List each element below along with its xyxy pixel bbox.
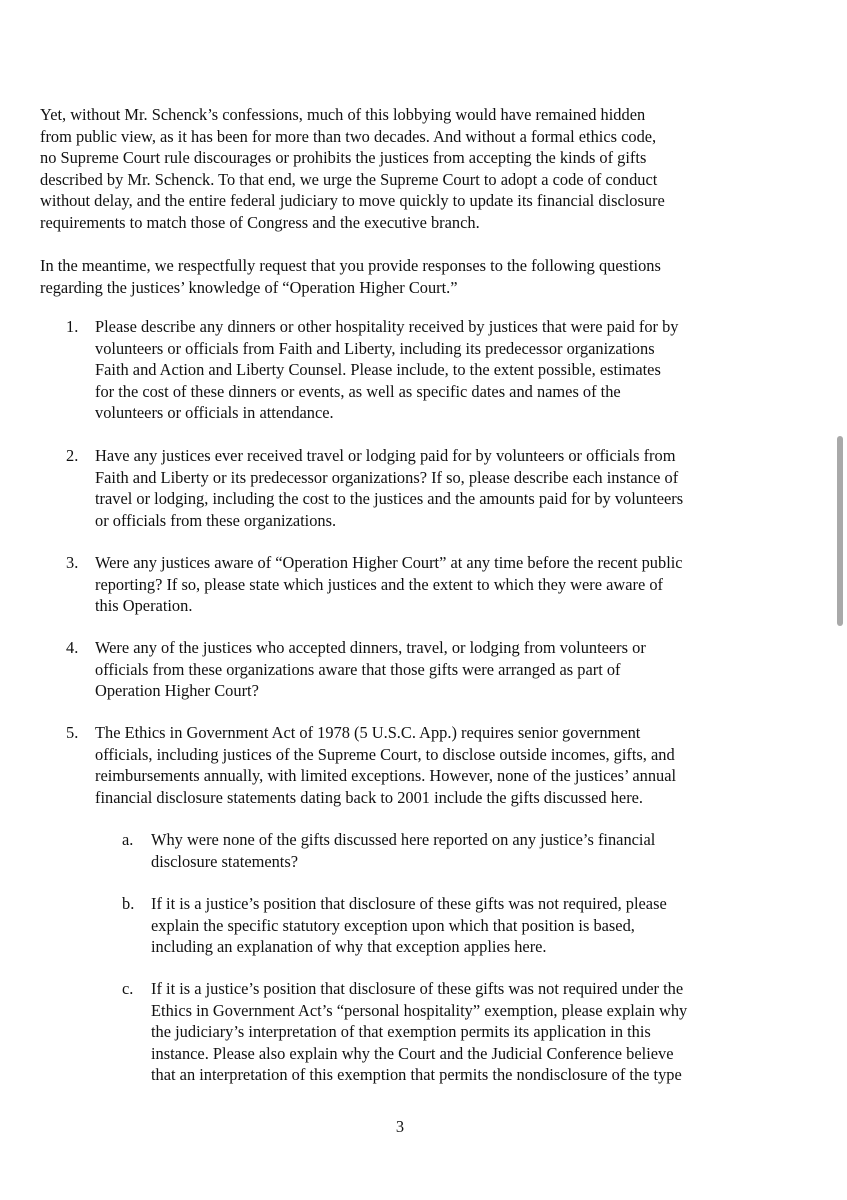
subquestion-text: [151, 829, 655, 872]
text-line: this Operation.: [95, 596, 193, 616]
text-line: financial disclosure statements dating back to 2001 include the gifts discussed here.: [95, 787, 644, 807]
text-line: travel or lodging, including the cost to the justices and the amounts paid for by volunteers: [95, 489, 684, 509]
text-line: Operation Higher Court?: [95, 681, 259, 701]
text-line: Yet, without Mr. Schenck’s confessions, much of this lobbying would have remained hidden: [40, 105, 646, 124]
text-line: Faith and Liberty or its predecessor organizations? If so, please describe each instance of: [95, 467, 679, 487]
text-line: officials from these organizations aware that those gifts were arranged as part of: [95, 659, 621, 679]
question-number: 1.: [66, 317, 79, 336]
text-line: If it is a justice’s position that disclosure of these gifts was not required under the: [151, 979, 684, 998]
page-number: 3: [395, 1117, 405, 1136]
text-line: In the meantime, we respectfully request that you provide responses to the following questions: [40, 256, 661, 275]
question-number: 4.: [66, 638, 79, 657]
text-line: Have any justices ever received travel or lodging paid for by volunteers or officials from: [95, 446, 676, 465]
text-line: the judiciary’s interpretation of that exemption permits its application in this: [151, 1022, 651, 1042]
text-line: disclosure statements?: [151, 851, 299, 871]
text-line: explain the specific statutory exception upon which that position is based,: [151, 915, 635, 935]
subquestion-letter: c.: [122, 979, 134, 998]
subquestion-text: [151, 978, 687, 1086]
text-line: from public view, as it has been for more than two decades. And without a formal ethics code,: [40, 126, 657, 146]
text-line: no Supreme Court rule discourages or prohibits the justices from accepting the kinds of gifts: [40, 148, 647, 168]
text-line: volunteers or officials in attendance.: [95, 403, 334, 423]
paragraph-lobbying: [40, 104, 780, 234]
text-line: If it is a justice’s position that disclosure of these gifts was not required, please: [151, 894, 667, 913]
text-line: Faith and Action and Liberty Counsel. Please include, to the extent possible, estimates: [95, 360, 661, 380]
question-number: 2.: [66, 446, 79, 465]
question-text: [95, 445, 683, 531]
text-line: Please describe any dinners or other hospitality received by justices that were paid for by: [95, 317, 679, 336]
text-line: that an interpretation of this exemption that permits the nondisclosure of the type: [151, 1065, 682, 1085]
text-line: or officials from these organizations.: [95, 510, 337, 530]
paragraph-request: [40, 255, 780, 298]
question-number: 5.: [66, 723, 79, 742]
question-text: [95, 637, 646, 702]
subquestion-letter: b.: [122, 894, 135, 913]
text-line: Ethics in Government Act’s “personal hospitality” exemption, please explain why: [151, 1000, 688, 1020]
text-line: The Ethics in Government Act of 1978 (5 U.S.C. App.) requires senior government: [95, 723, 641, 742]
question-text: [95, 722, 676, 808]
text-line: regarding the justices’ knowledge of “Operation Higher Court.”: [40, 277, 458, 297]
text-line: Were any justices aware of “Operation Higher Court” at any time before the recent public: [95, 553, 683, 572]
subquestion-text: [151, 893, 667, 958]
question-text: [95, 552, 683, 617]
text-line: without delay, and the entire federal judiciary to move quickly to update its financial disclosure: [40, 191, 665, 211]
text-line: Why were none of the gifts discussed here reported on any justice’s financial: [151, 830, 656, 849]
text-line: for the cost of these dinners or events, as well as specific dates and names of the: [95, 381, 621, 401]
text-line: officials, including justices of the Supreme Court, to disclose outside incomes, gifts, and: [95, 744, 675, 764]
text-line: requirements to match those of Congress and the executive branch.: [40, 212, 480, 232]
text-line: instance. Please also explain why the Court and the Judicial Conference believe: [151, 1043, 674, 1063]
text-line: described by Mr. Schenck. To that end, we urge the Supreme Court to adopt a code of conduct: [40, 169, 658, 189]
text-line: including an explanation of why that exception applies here.: [151, 937, 547, 957]
text-line: volunteers or officials from Faith and Liberty, including its predecessor organizations: [95, 338, 655, 358]
text-line: reporting? If so, please state which justices and the extent to which they were aware of: [95, 574, 663, 594]
vertical-scrollbar[interactable]: [837, 436, 843, 626]
text-line: reimbursements annually, with limited exceptions. However, none of the justices’ annual: [95, 766, 677, 786]
question-number: 3.: [66, 553, 79, 572]
subquestion-letter: a.: [122, 830, 134, 849]
text-line: Were any of the justices who accepted dinners, travel, or lodging from volunteers or: [95, 638, 646, 657]
question-text: [95, 316, 679, 424]
